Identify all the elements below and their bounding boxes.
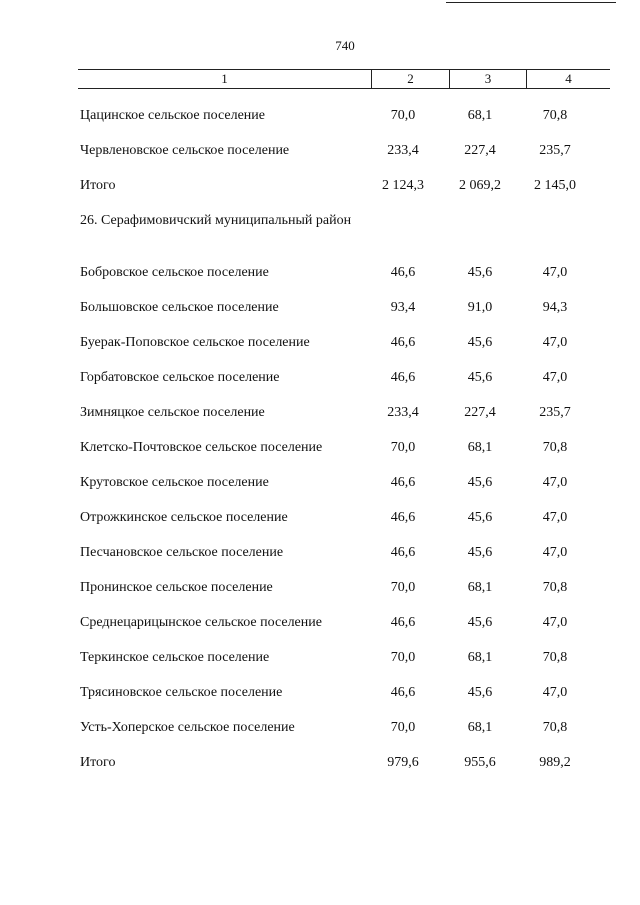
row-value-v2: 46,6 [390, 685, 416, 700]
row-label: Крутовское сельское поселение [80, 475, 269, 490]
row-value-v3: 227,4 [464, 143, 496, 158]
row-value-v2: 70,0 [390, 720, 416, 735]
row-value-v4: 47,0 [542, 475, 568, 490]
row-value-v4: 70,8 [542, 440, 568, 455]
row-value-v3: 68,1 [467, 440, 493, 455]
row-value-v2: 70,0 [390, 108, 416, 123]
row-value-v4: 47,0 [542, 685, 568, 700]
row-value-v2: 46,6 [390, 545, 416, 560]
row-value-v4: 94,3 [542, 300, 568, 315]
row-value-v3: 955,6 [464, 755, 496, 770]
row-value-v3: 68,1 [467, 108, 493, 123]
row-label: Отрожкинское сельское поселение [80, 510, 288, 525]
row-label: Большовское сельское поселение [80, 300, 279, 315]
row-value-v4: 47,0 [542, 335, 568, 350]
row-value-v2: 70,0 [390, 440, 416, 455]
table-row [0, 395, 640, 430]
column-header-2: 2 [372, 70, 450, 88]
row-label: Трясиновское сельское поселение [80, 685, 283, 700]
table-row [0, 168, 640, 203]
row-value-v3: 91,0 [467, 300, 493, 315]
row-value-v2: 979,6 [387, 755, 419, 770]
row-label: Среднецарицынское сельское поселение [80, 615, 322, 630]
row-value-v3: 227,4 [464, 405, 496, 420]
row-value-v4: 47,0 [542, 265, 568, 280]
row-value-v4: 47,0 [542, 545, 568, 560]
top-rule [446, 2, 616, 3]
table-row [0, 98, 640, 133]
row-value-v3: 68,1 [467, 720, 493, 735]
row-value-v4: 235,7 [539, 143, 571, 158]
row-label: Клетско-Почтовское сельское поселение [80, 440, 323, 455]
row-value-v4: 70,8 [542, 108, 568, 123]
row-label: Буерак-Поповское сельское поселение [80, 335, 310, 350]
row-value-v3: 45,6 [467, 335, 493, 350]
row-value-v3: 68,1 [467, 650, 493, 665]
table-row [0, 360, 640, 395]
row-label: Червленовское сельское поселение [80, 143, 290, 158]
table-row [0, 500, 640, 535]
row-value-v4: 70,8 [542, 650, 568, 665]
row-value-v4: 70,8 [542, 720, 568, 735]
table-row [0, 605, 640, 640]
row-value-v2: 93,4 [390, 300, 416, 315]
row-label: Горбатовское сельское поселение [80, 370, 280, 385]
table-row [0, 465, 640, 500]
row-value-v2: 46,6 [390, 475, 416, 490]
row-value-v2: 46,6 [390, 510, 416, 525]
row-label: Песчановское сельское поселение [80, 545, 284, 560]
row-value-v3: 45,6 [467, 370, 493, 385]
column-header-1: 1 [78, 70, 372, 88]
row-value-v4: 989,2 [539, 755, 571, 770]
table-row [0, 535, 640, 570]
table-header [78, 69, 610, 89]
row-value-v2: 233,4 [387, 405, 419, 420]
row-label: Цацинское сельское поселение [80, 108, 265, 123]
row-value-v4: 235,7 [539, 405, 571, 420]
row-label: Теркинское сельское поселение [80, 650, 270, 665]
table-row [0, 745, 640, 780]
table-row [0, 133, 640, 168]
row-value-v4: 2 145,0 [534, 178, 576, 193]
table-row [0, 430, 640, 465]
row-label: Зимняцкое сельское поселение [80, 405, 265, 420]
table-row [0, 710, 640, 745]
row-value-v2: 70,0 [390, 580, 416, 595]
row-value-v4: 47,0 [542, 370, 568, 385]
row-label: Пронинское сельское поселение [80, 580, 273, 595]
row-label: Итого [80, 178, 116, 193]
table-row [0, 203, 640, 255]
row-value-v2: 2 124,3 [382, 178, 424, 193]
table-row [0, 255, 640, 290]
row-value-v4: 70,8 [542, 580, 568, 595]
row-value-v2: 46,6 [390, 370, 416, 385]
row-value-v3: 45,6 [467, 545, 493, 560]
row-value-v4: 47,0 [542, 615, 568, 630]
row-value-v3: 68,1 [467, 580, 493, 595]
row-value-v2: 46,6 [390, 265, 416, 280]
row-value-v2: 233,4 [387, 143, 419, 158]
table-row [0, 640, 640, 675]
row-value-v2: 46,6 [390, 615, 416, 630]
row-value-v2: 70,0 [390, 650, 416, 665]
row-value-v3: 45,6 [467, 685, 493, 700]
table-row [0, 570, 640, 605]
row-value-v3: 45,6 [467, 510, 493, 525]
row-label: Бобровское сельское поселение [80, 265, 269, 280]
table-row [0, 325, 640, 360]
row-value-v2: 46,6 [390, 335, 416, 350]
row-label: 26. Серафимовичский муниципальный район [80, 213, 352, 228]
row-label: Усть-Хоперское сельское поселение [80, 720, 295, 735]
column-header-3: 3 [450, 70, 527, 88]
page-number: 740 [335, 38, 355, 53]
column-header-4: 4 [565, 71, 572, 86]
row-label: Итого [80, 755, 116, 770]
table-body [0, 98, 640, 780]
row-value-v3: 45,6 [467, 615, 493, 630]
table-row [0, 675, 640, 710]
table-row [0, 290, 640, 325]
row-value-v4: 47,0 [542, 510, 568, 525]
row-value-v3: 45,6 [467, 265, 493, 280]
row-value-v3: 2 069,2 [459, 178, 501, 193]
row-value-v3: 45,6 [467, 475, 493, 490]
